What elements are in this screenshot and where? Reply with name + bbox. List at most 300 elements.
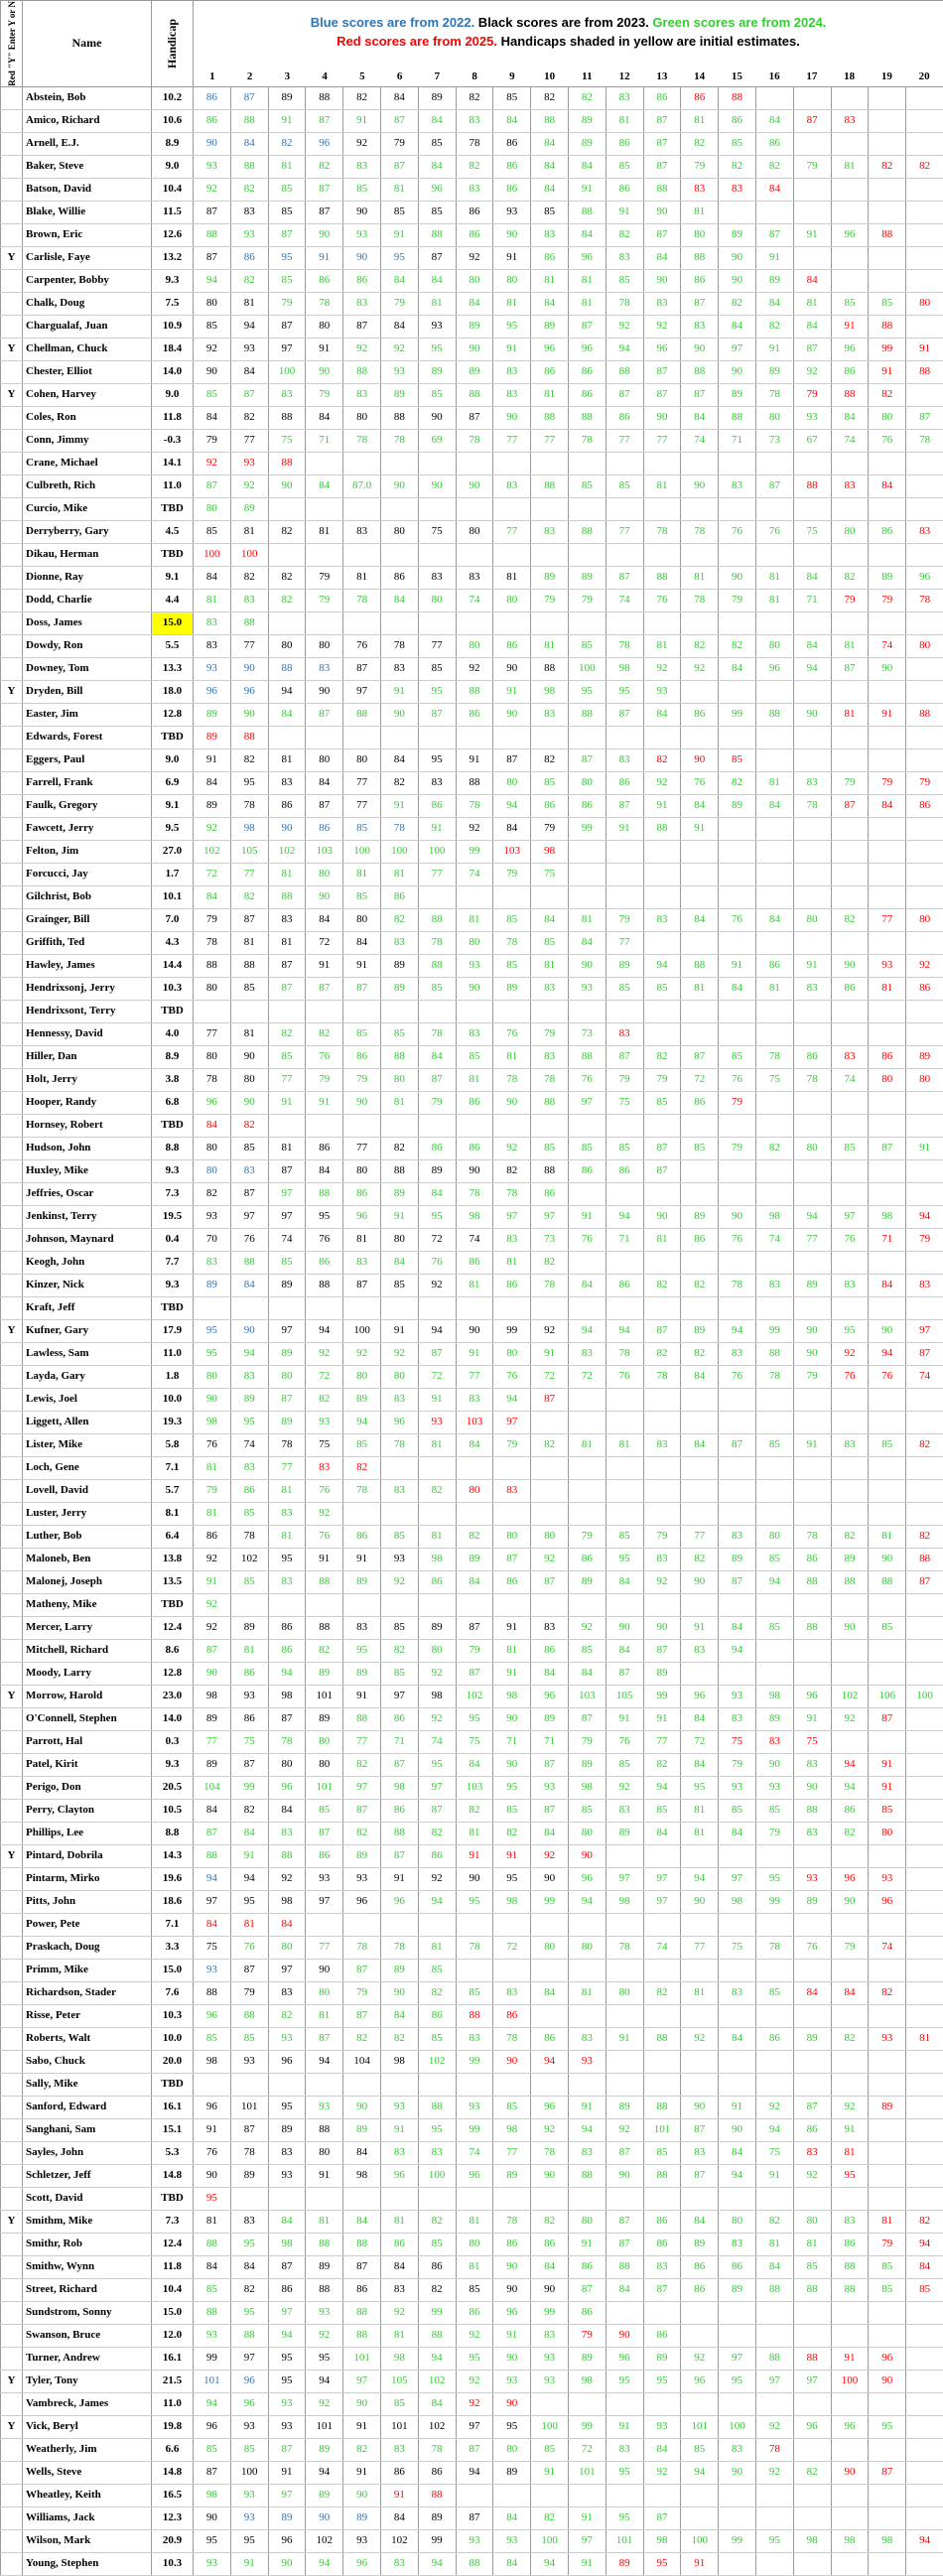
player-name: Brown, Eric xyxy=(23,223,152,246)
handicap-value: 9.1 xyxy=(152,794,194,817)
score-cell xyxy=(755,817,793,840)
table-row xyxy=(1,1548,943,1570)
score-cell xyxy=(719,840,756,863)
score-cell: 87 xyxy=(343,977,381,1000)
score-cell xyxy=(869,2324,906,2347)
score-cell: 86 xyxy=(869,520,906,543)
score-cell: 93 xyxy=(531,2347,569,2370)
score-cell: 92 xyxy=(230,475,268,497)
score-column-number: 4 xyxy=(306,70,343,84)
score-cell: 98 xyxy=(493,2118,531,2141)
handicap-value: 20.9 xyxy=(152,2529,194,2552)
table-row xyxy=(1,2164,943,2187)
score-cell: 90 xyxy=(456,475,493,497)
player-name: Chellman, Chuck xyxy=(23,338,152,360)
score-cell xyxy=(906,1776,943,1799)
score-cell xyxy=(869,543,906,566)
handicap-value: 5.3 xyxy=(152,2141,194,2164)
yflag-cell xyxy=(1,885,23,908)
score-cell: 81 xyxy=(456,1822,493,1844)
score-cell xyxy=(343,1114,381,1137)
score-cell: 86 xyxy=(606,1274,643,1296)
score-cell: 83 xyxy=(606,86,643,109)
score-cell: 84 xyxy=(606,1639,643,1662)
score-cell: 95 xyxy=(755,2529,793,2552)
score-cell: 93 xyxy=(194,1205,231,1228)
score-cell: 95 xyxy=(268,246,306,269)
score-cell: 84 xyxy=(531,132,569,155)
score-cell: 80 xyxy=(793,1137,831,1159)
score-cell: 94 xyxy=(906,2529,943,2552)
score-cell: 82 xyxy=(831,1822,869,1844)
score-cell: 95 xyxy=(268,2347,306,2370)
score-cell: 87 xyxy=(606,2141,643,2164)
score-cell: 84 xyxy=(681,1365,719,1388)
handicap-value: 10.0 xyxy=(152,2027,194,2050)
score-cell: 87 xyxy=(456,406,493,429)
score-cell: 88 xyxy=(194,2301,231,2324)
score-cell: 92 xyxy=(418,1707,456,1730)
score-cell: 71 xyxy=(793,589,831,611)
score-cell: 99 xyxy=(755,1890,793,1913)
score-cell: 86 xyxy=(831,2233,869,2255)
score-cell: 91 xyxy=(268,1091,306,1114)
score-cell xyxy=(719,863,756,885)
score-cell: 79 xyxy=(906,771,943,794)
score-cell: 88 xyxy=(230,2004,268,2027)
score-cell: 87 xyxy=(493,1548,531,1570)
score-cell: 88 xyxy=(418,2324,456,2347)
score-cell: 91 xyxy=(793,1707,831,1730)
score-cell: 82 xyxy=(493,1822,531,1844)
score-cell: 83 xyxy=(194,611,231,634)
score-cell: 81 xyxy=(568,1433,606,1456)
score-cell: 88 xyxy=(343,2301,381,2324)
score-cell: 97 xyxy=(268,1319,306,1342)
score-cell xyxy=(343,1913,381,1936)
score-cell: 82 xyxy=(418,1822,456,1844)
score-cell xyxy=(531,452,569,475)
score-cell: 88 xyxy=(869,1570,906,1593)
player-name: Scott, David xyxy=(23,2187,152,2210)
score-cell: 81 xyxy=(568,292,606,315)
score-cell: 86 xyxy=(568,360,606,383)
score-cell: 84 xyxy=(343,2141,381,2164)
score-cell: 81 xyxy=(268,748,306,771)
score-cell xyxy=(606,1182,643,1205)
score-cell xyxy=(793,1091,831,1114)
score-cell: 84 xyxy=(643,2438,681,2461)
score-cell xyxy=(906,1639,943,1662)
score-cell: 84 xyxy=(755,109,793,132)
name-header: Name xyxy=(23,1,152,87)
score-cell: 85 xyxy=(755,1616,793,1639)
score-cell xyxy=(755,1114,793,1137)
score-cell: 87 xyxy=(831,657,869,680)
score-cell: 86 xyxy=(380,1799,418,1822)
score-cell: 90 xyxy=(719,2461,756,2484)
score-cell xyxy=(906,452,943,475)
score-cell: 85 xyxy=(493,2096,531,2118)
score-cell: 95 xyxy=(719,2370,756,2392)
score-cell: 98 xyxy=(606,1890,643,1913)
score-cell xyxy=(869,1959,906,1981)
table-row xyxy=(1,1411,943,1433)
score-cell: 92 xyxy=(194,338,231,360)
score-cell xyxy=(906,246,943,269)
score-cell: 78 xyxy=(230,794,268,817)
score-cell: 91 xyxy=(831,2118,869,2141)
score-cell xyxy=(568,1959,606,1981)
score-cell: 78 xyxy=(681,520,719,543)
score-cell: 88 xyxy=(568,1045,606,1068)
score-cell: 87 xyxy=(643,383,681,406)
score-cell xyxy=(268,497,306,520)
player-name: Hiller, Dan xyxy=(23,1045,152,1068)
yflag-cell: Y xyxy=(1,338,23,360)
score-cell xyxy=(831,132,869,155)
score-cell: 85 xyxy=(869,2278,906,2301)
score-cell xyxy=(230,2187,268,2210)
score-cell: 90 xyxy=(643,406,681,429)
score-cell: 81 xyxy=(606,1433,643,1456)
score-cell: 81 xyxy=(755,2233,793,2255)
player-name: Lawless, Sam xyxy=(23,1342,152,1365)
score-cell: 83 xyxy=(719,475,756,497)
score-cell: 83 xyxy=(230,589,268,611)
score-cell: 95 xyxy=(493,315,531,338)
score-cell: 82 xyxy=(531,748,569,771)
score-cell: 83 xyxy=(380,2278,418,2301)
score-cell xyxy=(755,1251,793,1274)
yflag-cell xyxy=(1,1022,23,1045)
score-cell: 96 xyxy=(831,338,869,360)
score-cell: 86 xyxy=(230,1662,268,1685)
score-cell xyxy=(719,497,756,520)
score-cell xyxy=(869,1388,906,1411)
score-cell xyxy=(343,726,381,748)
yflag-cell: Y xyxy=(1,246,23,269)
table-row xyxy=(1,1570,943,1593)
score-cell: 100 xyxy=(268,360,306,383)
score-cell: 90 xyxy=(418,475,456,497)
score-cell xyxy=(719,2324,756,2347)
score-cell: 88 xyxy=(793,1570,831,1593)
score-cell xyxy=(869,817,906,840)
score-cell: 79 xyxy=(643,1525,681,1548)
score-cell xyxy=(869,201,906,223)
yflag-cell xyxy=(1,840,23,863)
yflag-cell xyxy=(1,2164,23,2187)
score-cell: 83 xyxy=(456,1388,493,1411)
score-cell: 85 xyxy=(194,315,231,338)
player-name: Vambreck, James xyxy=(23,2392,152,2415)
handicap-value: 12.3 xyxy=(152,2507,194,2529)
player-name: Perry, Clayton xyxy=(23,1799,152,1822)
score-cell: 95 xyxy=(606,1548,643,1570)
score-cell: 94 xyxy=(719,2164,756,2187)
score-cell: 78 xyxy=(343,429,381,452)
table-row xyxy=(1,2438,943,2461)
score-cell: 88 xyxy=(343,360,381,383)
score-cell: 82 xyxy=(831,1525,869,1548)
score-cell xyxy=(906,657,943,680)
table-row xyxy=(1,2141,943,2164)
score-cell: 86 xyxy=(418,2004,456,2027)
score-cell: 93 xyxy=(230,2050,268,2073)
score-cell xyxy=(456,726,493,748)
score-cell: 82 xyxy=(643,1981,681,2004)
score-cell: 85 xyxy=(793,2255,831,2278)
score-cell: 78 xyxy=(531,1274,569,1296)
score-cell: 83 xyxy=(531,520,569,543)
score-cell xyxy=(719,201,756,223)
score-cell: 80 xyxy=(194,1045,231,1068)
table-row xyxy=(1,748,943,771)
score-cell: 83 xyxy=(793,2141,831,2164)
score-cell: 89 xyxy=(719,223,756,246)
player-name: Faulk, Gregory xyxy=(23,794,152,817)
yflag-cell: Y xyxy=(1,383,23,406)
score-cell: 96 xyxy=(268,2050,306,2073)
score-cell xyxy=(755,931,793,954)
score-cell xyxy=(869,2004,906,2027)
yflag-cell xyxy=(1,794,23,817)
handicap-value: 13.2 xyxy=(152,246,194,269)
yflag-cell xyxy=(1,223,23,246)
score-cell xyxy=(831,2507,869,2529)
score-cell: 82 xyxy=(306,1388,343,1411)
score-cell: 76 xyxy=(606,1365,643,1388)
handicap-value: 10.6 xyxy=(152,109,194,132)
score-cell: 93 xyxy=(643,2415,681,2438)
score-cell: 94 xyxy=(418,2552,456,2575)
score-cell xyxy=(643,543,681,566)
score-cell: 83 xyxy=(793,771,831,794)
score-cell: 82 xyxy=(230,269,268,292)
score-cell: 89 xyxy=(418,1159,456,1182)
score-cell xyxy=(456,1000,493,1022)
score-cell: 79 xyxy=(194,429,231,452)
score-cell: 95 xyxy=(194,2529,231,2552)
score-cell: 74 xyxy=(418,1730,456,1753)
score-cell: 88 xyxy=(643,817,681,840)
table-row xyxy=(1,771,943,794)
yflag-cell xyxy=(1,1068,23,1091)
score-cell xyxy=(906,1114,943,1137)
score-cell xyxy=(606,2073,643,2096)
score-cell xyxy=(643,885,681,908)
score-cell: 101 xyxy=(343,2347,381,2370)
score-cell: 85 xyxy=(456,1981,493,2004)
score-cell xyxy=(793,2438,831,2461)
score-cell: 84 xyxy=(531,178,569,201)
score-column-number: 8 xyxy=(456,70,493,84)
score-cell: 91 xyxy=(793,1433,831,1456)
score-cell: 99 xyxy=(719,703,756,726)
score-cell xyxy=(869,1639,906,1662)
score-cell xyxy=(869,1662,906,1685)
handicap-value: 9.3 xyxy=(152,1753,194,1776)
yflag-cell xyxy=(1,1182,23,1205)
player-name: Dryden, Bill xyxy=(23,680,152,703)
score-cell: 81 xyxy=(418,1936,456,1959)
score-cell: 80 xyxy=(380,1228,418,1251)
yflag-cell xyxy=(1,1091,23,1114)
score-cell xyxy=(793,452,831,475)
score-cell: 83 xyxy=(418,771,456,794)
score-cell: 82 xyxy=(230,566,268,589)
score-cell: 81 xyxy=(456,908,493,931)
score-cell: 84 xyxy=(719,315,756,338)
score-cell: 94 xyxy=(343,1411,381,1433)
score-cell xyxy=(831,885,869,908)
handicap-value: 11.0 xyxy=(152,2392,194,2415)
score-cell: 88 xyxy=(643,2164,681,2187)
score-cell: 99 xyxy=(643,1685,681,1707)
score-cell: 94 xyxy=(306,1319,343,1342)
score-cell xyxy=(643,1411,681,1433)
score-cell: 88 xyxy=(568,201,606,223)
score-cell xyxy=(906,840,943,863)
score-cell: 91 xyxy=(456,748,493,771)
score-cell: 85 xyxy=(643,977,681,1000)
score-cell: 88 xyxy=(306,1616,343,1639)
score-cell: 86 xyxy=(681,2255,719,2278)
score-cell: 93 xyxy=(268,2392,306,2415)
score-cell: 79 xyxy=(793,383,831,406)
score-cell: 82 xyxy=(681,132,719,155)
score-cell: 87 xyxy=(493,748,531,771)
score-cell: 87 xyxy=(681,2118,719,2141)
score-cell: 83 xyxy=(719,1525,756,1548)
score-cell: 86 xyxy=(681,1228,719,1251)
score-cell: 92 xyxy=(681,657,719,680)
score-cell xyxy=(869,86,906,109)
yflag-cell xyxy=(1,520,23,543)
score-cell xyxy=(643,1182,681,1205)
score-cell: 90 xyxy=(869,1319,906,1342)
score-cell xyxy=(869,1593,906,1616)
score-cell xyxy=(643,1456,681,1479)
score-cell xyxy=(681,885,719,908)
table-row xyxy=(1,2484,943,2507)
score-cell xyxy=(906,178,943,201)
score-cell: 95 xyxy=(606,2461,643,2484)
score-cell: 86 xyxy=(681,2278,719,2301)
score-cell: 85 xyxy=(230,2438,268,2461)
yflag-cell xyxy=(1,292,23,315)
score-cell: 80 xyxy=(456,2233,493,2255)
score-cell: 79 xyxy=(869,771,906,794)
score-cell xyxy=(456,1593,493,1616)
score-cell: 94 xyxy=(755,1570,793,1593)
score-cell: 79 xyxy=(719,1753,756,1776)
score-cell: 83 xyxy=(418,566,456,589)
score-cell: 83 xyxy=(681,178,719,201)
score-cell: 72 xyxy=(531,1365,569,1388)
score-cell: 78 xyxy=(230,1525,268,1548)
yflag-cell xyxy=(1,2255,23,2278)
score-cell: 86 xyxy=(643,2324,681,2347)
score-cell: 80 xyxy=(306,863,343,885)
score-cell: 82 xyxy=(643,1274,681,1296)
score-cell: 83 xyxy=(194,634,231,657)
score-cell: 82 xyxy=(343,2027,381,2050)
score-cell: 96 xyxy=(906,566,943,589)
score-cell: 79 xyxy=(268,292,306,315)
table-row xyxy=(1,543,943,566)
score-column-number: 17 xyxy=(793,70,831,84)
yflag-cell xyxy=(1,2529,23,2552)
player-name: Parrott, Hal xyxy=(23,1730,152,1753)
player-name: Griffith, Ted xyxy=(23,931,152,954)
score-cell: 83 xyxy=(343,1251,381,1274)
score-cell: 106 xyxy=(869,1685,906,1707)
score-cell xyxy=(831,1114,869,1137)
score-cell: 84 xyxy=(681,2210,719,2233)
score-cell xyxy=(755,2073,793,2096)
score-cell: 90 xyxy=(531,2278,569,2301)
score-cell: 87 xyxy=(643,2278,681,2301)
score-cell: 78 xyxy=(755,383,793,406)
score-cell xyxy=(869,2438,906,2461)
score-cell xyxy=(568,863,606,885)
score-cell xyxy=(793,2004,831,2027)
score-cell: 87 xyxy=(268,2255,306,2278)
score-cell: 91 xyxy=(493,2324,531,2347)
score-cell: 70 xyxy=(194,1228,231,1251)
score-cell: 85 xyxy=(755,1433,793,1456)
score-cell xyxy=(906,543,943,566)
score-cell: 86 xyxy=(493,178,531,201)
score-cell: 90 xyxy=(230,657,268,680)
score-cell: 86 xyxy=(568,2255,606,2278)
score-cell: 91 xyxy=(606,201,643,223)
score-cell: 98 xyxy=(869,2529,906,2552)
score-cell: 91 xyxy=(568,178,606,201)
score-cell: 80 xyxy=(493,2438,531,2461)
score-cell: 91 xyxy=(681,817,719,840)
score-cell: 87 xyxy=(380,155,418,178)
score-cell xyxy=(831,1639,869,1662)
score-cell xyxy=(793,2507,831,2529)
score-cell: 86 xyxy=(493,1274,531,1296)
player-name: Perigo, Don xyxy=(23,1776,152,1799)
score-cell: 86 xyxy=(755,954,793,977)
score-cell: 95 xyxy=(230,2529,268,2552)
table-row xyxy=(1,2096,943,2118)
score-cell: 96 xyxy=(194,680,231,703)
score-cell: 99 xyxy=(869,338,906,360)
score-cell: 87 xyxy=(194,2461,231,2484)
handicap-value: 10.4 xyxy=(152,2278,194,2301)
score-cell xyxy=(568,1296,606,1319)
score-cell: 83 xyxy=(531,223,569,246)
score-cell: 92 xyxy=(831,2096,869,2118)
score-cell xyxy=(755,2324,793,2347)
score-cell: 75 xyxy=(194,1936,231,1959)
score-cell: 92 xyxy=(380,2301,418,2324)
score-cell: 93 xyxy=(456,2096,493,2118)
score-cell: 87 xyxy=(606,703,643,726)
handicap-value: 18.0 xyxy=(152,680,194,703)
score-cell: 87 xyxy=(531,1570,569,1593)
score-cell: 74 xyxy=(681,429,719,452)
score-cell xyxy=(793,863,831,885)
score-cell: 86 xyxy=(456,1137,493,1159)
handicap-value: 16.1 xyxy=(152,2096,194,2118)
